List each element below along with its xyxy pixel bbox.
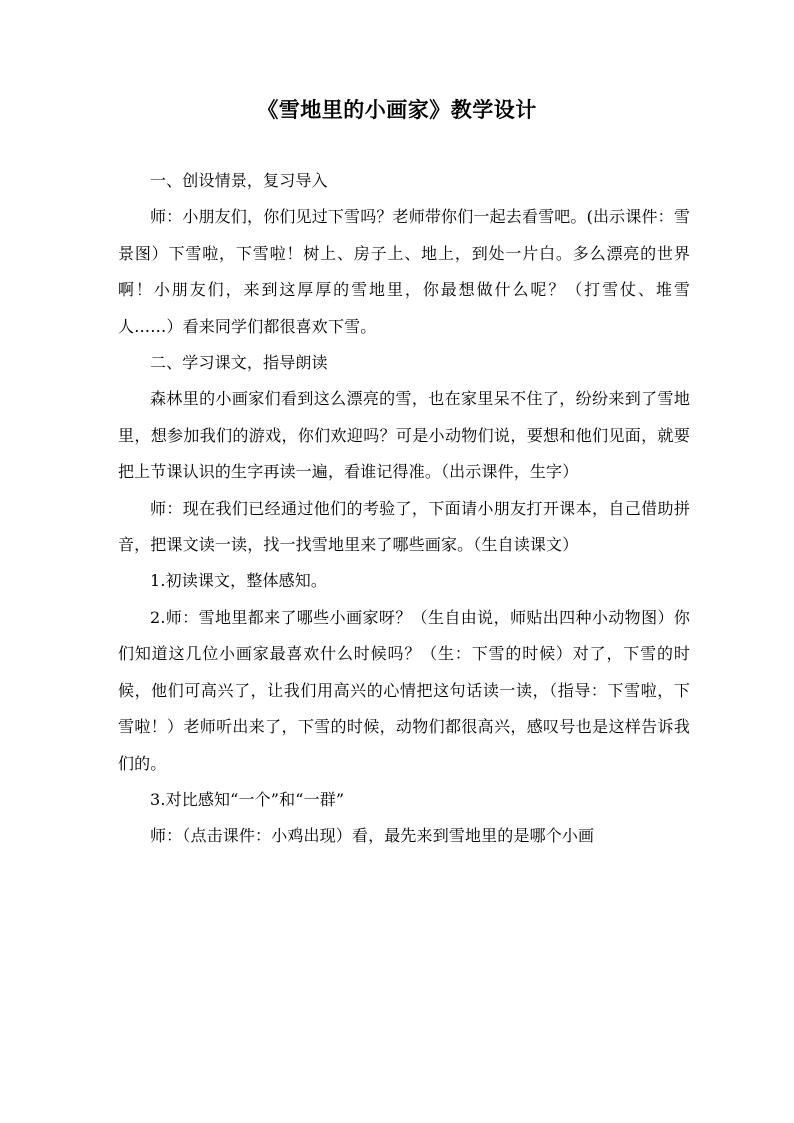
list-item: 1.初读课文，整体感知。	[150, 571, 328, 591]
paragraph: 森林里的小画家们看到这么漂亮的雪，也在家里呆不住了，纷纷来到了雪地里，想参加我们的游戏，你们欢迎吗？可是小动物们说，要想和他们见面，就要把上节课认识的生字再读一遍，看谁记得准。（出示课件，生字）	[118, 389, 690, 482]
section-heading-1: 一、创设情景，复习导入	[150, 171, 328, 190]
section-heading-2: 二、学习课文，指导朗读	[150, 353, 328, 373]
list-item: 3.对比感知“一个”和“一群”	[150, 789, 345, 809]
document-title: 《雪地里的小画家》教学设计	[257, 97, 537, 122]
paragraph: 师：现在我们已经通过他们的考验了，下面请小朋友打开课本，自己借助拼音，把课文读一读，找一找雪地里来了哪些画家。（生自读课文）	[118, 498, 690, 555]
paragraph: 师：小朋友们，你们见过下雪吗？老师带你们一起去看雪吧。(出示课件：雪景图）下雪啦，下雪啦！树上、房子上、地上，到处一片白。多么漂亮的世界啊！小朋友们，来到这厚厚的雪地里，你最想做什么呢？（打雪仗、堆雪人……）看来同学们都很喜欢下雪。	[118, 207, 690, 336]
paragraph: 师：（点击课件：小鸡出现）看，最先来到雪地里的是哪个小画	[150, 826, 595, 846]
document-body	[118, 163, 690, 855]
list-item: 2.师：雪地里都来了哪些小画家呀？（生自由说，师贴出四种小动物图）你们知道这几位小画家最喜欢什么时候吗？（生：下雪的时候）对了，下雪的时候，他们可高兴了，让我们用高兴的心情把这句话读一读，（指导：下雪啦，下雪啦！）老师听出来了，下雪的时候，动物们都很高兴，感叹号也是这样告诉我们的。	[118, 607, 690, 773]
